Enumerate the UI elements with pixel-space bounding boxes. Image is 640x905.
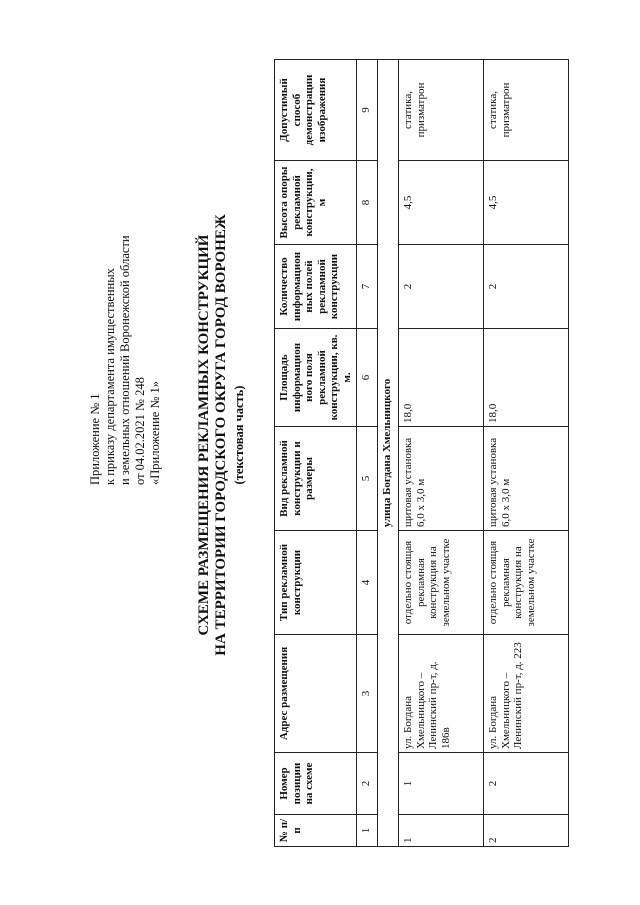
header-cell: Адрес размещения [275, 635, 357, 753]
header-cell: Допустимый способ демонстрации изображения [275, 60, 357, 161]
column-number: 3 [357, 635, 378, 753]
address-cell: ул. Богдана Хмельницкого – Ленинский пр-т, д. 186в [399, 635, 484, 753]
position-number: 2 [484, 753, 569, 815]
method-cell: статика, призматрон [399, 60, 484, 161]
document-title [196, 115, 247, 755]
area-cell: 18,0 [484, 329, 569, 427]
row-number: 2 [484, 815, 569, 847]
appendix-line: от 04.02.2021 № 248 [133, 377, 147, 485]
method-cell: статика, призматрон [484, 60, 569, 161]
column-number: 2 [357, 753, 378, 815]
header-cell: Тип рекламной конструкции [275, 531, 357, 635]
section-row [378, 60, 399, 847]
table-header-row [275, 60, 357, 847]
kind-cell: щитовая установка 6,0 х 3,0 м [399, 427, 484, 531]
column-number: 4 [357, 531, 378, 635]
column-number: 1 [357, 815, 378, 847]
height-cell: 4,5 [484, 161, 569, 245]
advertising-structures-table [274, 59, 569, 847]
type-cell: отдельно стоящая рекламная конструкция на земельном участке [484, 531, 569, 635]
column-number: 8 [357, 161, 378, 245]
column-number: 5 [357, 427, 378, 531]
title-line-2: НА ТЕРРИТОРИИ ГОРОДСКОГО ОКРУГА ГОРОД ВОРОНЕЖ [213, 214, 229, 656]
header-cell: Вид рекламной конструкции и размеры [275, 427, 357, 531]
kind-cell: щитовая установка 6,0 х 3,0 м [484, 427, 569, 531]
header-cell: № п/п [275, 815, 357, 847]
fields-cell: 2 [484, 245, 569, 329]
position-number: 1 [399, 753, 484, 815]
column-number-row [357, 60, 378, 847]
title-subtitle: (текстовая часть) [232, 385, 246, 485]
header-cell: Номер позиции на схеме [275, 753, 357, 815]
table-row [484, 60, 569, 847]
header-cell: Количество информацион ных полей рекламной конструкции [275, 245, 357, 329]
column-number: 7 [357, 245, 378, 329]
column-number: 6 [357, 329, 378, 427]
title-line-1: СХЕМЕ РАЗМЕЩЕНИЯ РЕКЛАМНЫХ КОНСТРУКЦИЙ [196, 234, 212, 636]
appendix-note [88, 85, 163, 485]
type-cell: отдельно стоящая рекламная конструкция на земельном участке [399, 531, 484, 635]
header-cell: Площадь информацион ного поля рекламной конструкции, кв. м. [275, 329, 357, 427]
row-number: 1 [399, 815, 484, 847]
column-number: 9 [357, 60, 378, 161]
fields-cell: 2 [399, 245, 484, 329]
appendix-line: Приложение № 1 [88, 393, 102, 485]
appendix-line: к приказу департамента имущественных [103, 268, 117, 485]
address-cell: ул. Богдана Хмельницкого – Ленинский пр-т, д. 223 [484, 635, 569, 753]
header-cell: Высота опоры рекламной конструкции, м [275, 161, 357, 245]
appendix-line: «Приложение № 1» [148, 380, 162, 485]
area-cell: 18,0 [399, 329, 484, 427]
appendix-line: и земельных отношений Воронежской области [118, 235, 132, 485]
height-cell: 4,5 [399, 161, 484, 245]
table-row [399, 60, 484, 847]
section-title: улица Богдана Хмельницкого [378, 60, 399, 847]
